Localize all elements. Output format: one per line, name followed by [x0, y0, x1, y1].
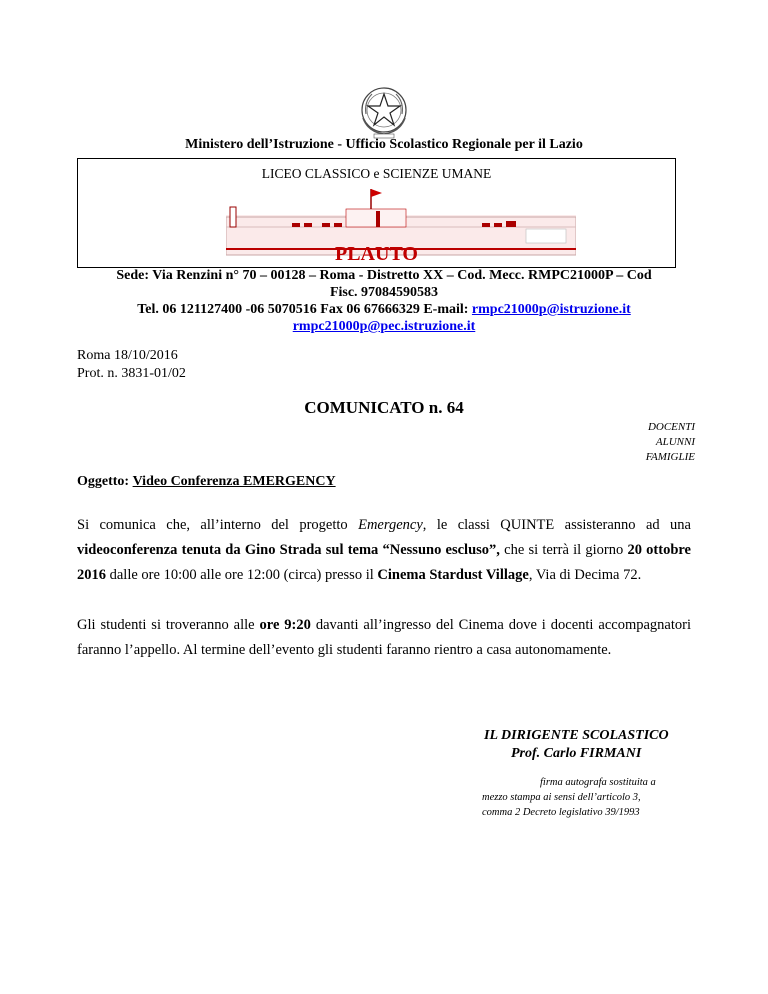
body-text: Si comunica che, all’interno del progetto: [77, 517, 359, 533]
body-text: Gli studenti si troveranno alle: [77, 617, 260, 633]
communique-title: COMUNICATO n. 64: [304, 398, 464, 417]
phone-fax-text: Tel. 06 121127400 -06 5070516 Fax 06 67666329 E-mail:: [137, 302, 472, 317]
signature-note-line: mezzo stampa ai sensi dell’articolo 3,: [482, 792, 641, 803]
signatory-role: IL DIRIGENTE SCOLASTICO: [484, 728, 669, 743]
body-paragraph: [77, 613, 691, 663]
event-title: videoconferenza tenuta da Gino Strada sul tema “Nessuno escluso”,: [77, 542, 500, 558]
address-line: Sede: Via Renzini n° 70 – 00128 – Roma - Distretto XX – Cod. Mecc. RMPC21000P – Cod: [116, 268, 652, 283]
italian-republic-emblem-icon: [354, 82, 414, 142]
body-text: , Via di Decima 72.: [528, 567, 642, 583]
school-name: PLAUTO: [335, 243, 418, 265]
recipient-item: DOCENTI: [647, 421, 695, 433]
subject-line: [77, 474, 336, 490]
recipient-item: ALUNNI: [655, 436, 695, 448]
school-type: LICEO CLASSICO e SCIENZE UMANE: [261, 166, 492, 181]
recipient-item: FAMIGLIE: [645, 451, 695, 463]
subject-text: Video Conferenza EMERGENCY: [132, 474, 336, 489]
body-text: che si terrà il giorno: [499, 542, 628, 558]
protocol-number: Prot. n. 3831-01/02: [77, 366, 186, 381]
signatory-name: Prof. Carlo FIRMANI: [511, 746, 642, 761]
meeting-time: ore 9:20: [259, 617, 311, 633]
fiscal-code-line: Fisc. 97084590583: [329, 285, 439, 300]
email-link[interactable]: rmpc21000p@istruzione.it: [471, 302, 631, 317]
pec-line: [60, 318, 708, 335]
event-date: 20 ottobre 2016: [77, 542, 691, 583]
project-name: Emergency: [358, 517, 423, 533]
ministry-heading: Ministero dell’Istruzione - Ufficio Scolastico Regionale per il Lazio: [185, 137, 583, 152]
subject-label: Oggetto:: [77, 474, 130, 489]
body-paragraph: [77, 513, 691, 588]
body-text: davanti all’ingresso del Cinema dove i docenti accompagnatori faranno l’appello. Al termine dell’evento gli studenti faranno rientro a casa autonomamente.: [77, 617, 691, 658]
school-header-box: [77, 158, 676, 268]
document-date: Roma 18/10/2016: [77, 348, 178, 363]
body-text: dalle ore 10:00 alle ore 12:00 (circa) presso il: [106, 567, 378, 583]
contact-line: [60, 301, 708, 318]
event-venue: Cinema Stardust Village: [377, 567, 529, 583]
signature-note-line: firma autografa sostituita a: [540, 777, 656, 788]
body-text: , le classi QUINTE assisteranno ad una: [422, 517, 691, 533]
signature-note-line: comma 2 Decreto legislativo 39/1993: [482, 807, 640, 818]
pec-email-link[interactable]: rmpc21000p@pec.istruzione.it: [292, 319, 476, 334]
